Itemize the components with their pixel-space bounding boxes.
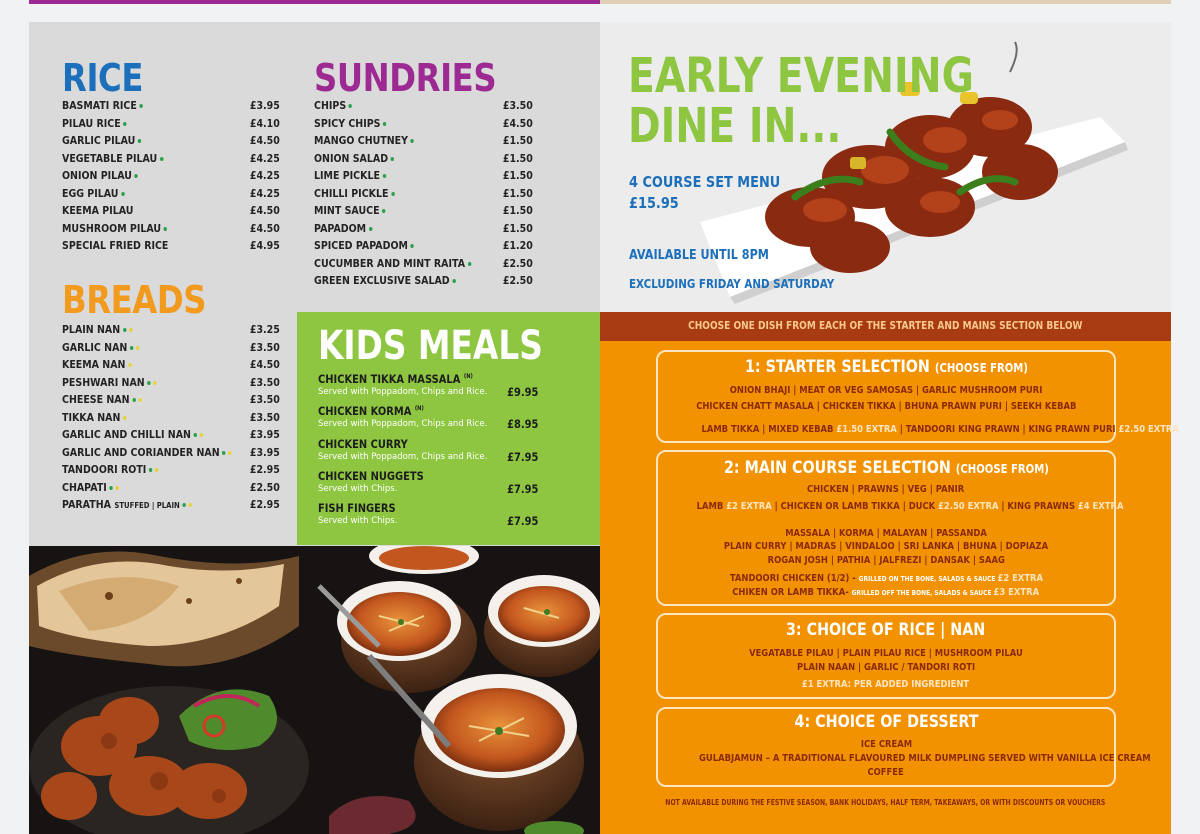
vegetarian-dot-icon — [121, 192, 124, 196]
yellow-dot-icon — [228, 451, 231, 455]
menu-item-price: £3.95 — [250, 445, 280, 459]
yellow-dot-icon — [123, 416, 126, 420]
vegetarian-dot-icon — [160, 157, 163, 161]
menu-item-name: GARLIC PILAU — [62, 134, 141, 147]
main-sauce-options-1: MASSALA | KORMA | MALAYAN | PASSANDA — [785, 528, 987, 539]
set-menu-label: 4 COURSE SET MENU £15.95 — [629, 173, 781, 212]
main-course-title: 2: MAIN COURSE SELECTION (CHOOSE FROM) — [723, 458, 1049, 478]
menu-item-price: £3.50 — [250, 375, 280, 389]
kids-meal-price: £8.95 — [506, 417, 538, 432]
menu-item-name: PILAU RICE — [62, 117, 127, 130]
vegetarian-dot-icon — [452, 279, 455, 283]
kids-meal-description: Served with Poppadom, Chips and Rice. — [318, 419, 488, 430]
menu-item — [62, 376, 280, 394]
menu-item-name: SPICED PAPADOM — [314, 239, 414, 252]
menu-item-price: £4.50 — [250, 204, 280, 217]
menu-item — [62, 152, 280, 170]
menu-item-price: £2.50 — [250, 480, 280, 494]
menu-item-price: £2.50 — [503, 274, 533, 287]
menu-item-price: £4.25 — [250, 186, 280, 200]
menu-item-name: CUCUMBER AND MINT RAITA — [314, 257, 471, 270]
nut-mark: (N) — [463, 373, 473, 381]
yellow-dot-icon — [200, 433, 203, 437]
main-tikka-option: CHIKEN OR LAMB TIKKA- GRILLED OFF THE BONE, SALADS & SAUCE £3 EXTRA — [732, 587, 1040, 598]
menu-item — [62, 204, 280, 222]
menu-item-price: £2.50 — [503, 256, 533, 270]
menu-item — [62, 341, 280, 359]
yellow-dot-icon — [128, 363, 131, 367]
vegetarian-dot-icon — [382, 209, 385, 213]
yellow-dot-icon — [129, 328, 132, 332]
kids-meals-heading: KIDS MEALS — [318, 323, 543, 369]
availability-text: AVAILABLE UNTIL 8PM — [629, 248, 769, 263]
menu-item — [314, 257, 533, 275]
sundries-list — [314, 99, 533, 292]
menu-item-price: £2.95 — [250, 498, 280, 511]
menu-item — [62, 99, 280, 117]
menu-item-price: £1.50 — [503, 134, 533, 147]
vegetarian-dot-icon — [369, 227, 372, 231]
starter-options-1: ONION BHAJI | MEAT OR VEG SAMOSAS | GARLIC MUSHROOM PURI — [729, 385, 1043, 396]
menu-item-name: MUSHROOM PILAU — [62, 222, 167, 235]
main-tandoori-option: TANDOORI CHICKEN (1/2) - GRILLED ON THE BONE, SALADS & SAUCE £2 EXTRA — [729, 573, 1043, 584]
kids-meal-name: CHICKEN NUGGETS — [318, 468, 424, 483]
rice-list — [62, 99, 280, 257]
rice-nan-title: 3: CHOICE OF RICE | NAN — [786, 620, 986, 640]
rice-nan-extra: £1 EXTRA: PER ADDED INGREDIENT — [802, 679, 970, 690]
menu-item — [62, 481, 280, 499]
dessert-option-1: ICE CREAM — [860, 739, 912, 750]
kids-meal-price: £7.95 — [506, 514, 538, 529]
menu-item-price: £1.50 — [503, 151, 533, 165]
yellow-dot-icon — [136, 346, 139, 350]
vegetarian-dot-icon — [391, 192, 394, 196]
menu-item-price: £1.50 — [503, 221, 533, 235]
menu-item-price: £4.50 — [250, 134, 280, 147]
kids-meal-name: CHICKEN CURRY — [318, 436, 408, 451]
menu-item — [314, 99, 533, 117]
menu-item — [314, 187, 533, 205]
exclusion-text: EXCLUDING FRIDAY AND SATURDAY — [629, 277, 835, 291]
main-protein-options: CHICKEN | PRAWNS | VEG | PANIR — [807, 484, 965, 495]
vegetarian-dot-icon — [383, 174, 386, 178]
food-photo-illustration — [29, 546, 600, 834]
rice-heading: RICE — [62, 56, 143, 100]
menu-item-price: £3.50 — [250, 340, 280, 354]
vegetarian-dot-icon — [147, 381, 150, 385]
menu-item-name: SPICY CHIPS — [314, 117, 387, 130]
kids-meal-item — [318, 404, 538, 436]
food-photo — [29, 546, 600, 834]
vegetarian-dot-icon — [391, 157, 394, 161]
menu-item-name: PLAIN NAN — [62, 323, 132, 336]
vegetarian-dot-icon — [194, 433, 197, 437]
menu-item — [62, 393, 280, 411]
kids-meal-price: £9.95 — [506, 385, 538, 399]
top-strip — [29, 0, 600, 4]
main-sauce-options-3: ROGAN JOSH | PATHIA | JALFREZI | DANSAK | SAAG — [767, 555, 1005, 566]
vegetarian-dot-icon — [138, 139, 141, 143]
menu-item-name: EGG PILAU — [62, 187, 125, 200]
dessert-option-2: GULABJAMUN – A TRADITIONAL FLAVOURED MILK DUMPLING SERVED WITH VANILLA ICE CREAM — [699, 753, 1151, 764]
menu-item — [314, 117, 533, 135]
starter-title: 1: STARTER SELECTION (CHOOSE FROM) — [744, 357, 1028, 377]
menu-item-name: LIME PICKLE — [314, 169, 386, 182]
yellow-dot-icon — [138, 398, 141, 402]
menu-item-price: £4.25 — [250, 151, 280, 165]
menu-item-name: PAPADOM — [314, 222, 372, 235]
menu-item-price: £4.50 — [503, 116, 533, 130]
menu-item-name: TANDOORI ROTI — [62, 463, 158, 476]
nut-mark: (N) — [414, 405, 424, 413]
menu-item-price: £1.50 — [503, 204, 533, 217]
menu-item — [62, 323, 280, 341]
menu-item-price: £4.25 — [250, 169, 280, 182]
vegetarian-dot-icon — [468, 262, 471, 266]
menu-item-price: £1.50 — [503, 186, 533, 200]
dessert-option-3: COFFEE — [867, 767, 905, 778]
starter-options-3: LAMB TIKKA | MIXED KEBAB £1.50 EXTRA | TANDOORI KING PRAWN | KING PRAWN PURI £2.50 EXTRA — [701, 424, 1179, 435]
menu-item-name: GARLIC NAN — [62, 341, 139, 354]
menu-item-price: £3.50 — [250, 393, 280, 406]
menu-item-name: PESHWARI NAN — [62, 376, 157, 389]
dessert-title: 4: CHOICE OF DESSERT — [794, 712, 978, 732]
kids-meal-name: CHICKEN KORMA $^{(N)}$ — [318, 404, 424, 419]
rice-nan-options-1: VEGATABLE PILAU | PLAIN PILAU RICE | MUSHROOM PILAU — [749, 648, 1023, 659]
vegetarian-dot-icon — [410, 244, 413, 248]
kids-meal-price: £7.95 — [506, 481, 538, 496]
main-extra-options: LAMB £2 EXTRA | CHICKEN OR LAMB TIKKA | DUCK £2.50 EXTRA | KING PRAWNS £4 EXTRA — [696, 501, 1124, 512]
kids-meal-description: Served with Chips. — [318, 516, 398, 527]
menu-item — [314, 239, 533, 257]
vegetarian-dot-icon — [139, 104, 142, 108]
menu-item-name: TIKKA NAN — [62, 411, 126, 424]
menu-item-name: ONION PILAU — [62, 169, 138, 182]
kids-meal-name: FISH FINGERS — [318, 501, 396, 516]
yellow-dot-icon — [115, 486, 118, 490]
kids-meals-list — [318, 372, 538, 533]
vegetarian-dot-icon — [123, 122, 126, 126]
kids-meal-description: Served with Poppadom, Chips and Rice. — [318, 387, 488, 397]
vegetarian-dot-icon — [164, 227, 167, 231]
early-evening-title: EARLY EVENING DINE IN... — [628, 48, 974, 154]
menu-item-name: BASMATI RICE — [62, 99, 143, 112]
menu-item-price: £3.95 — [250, 428, 280, 441]
menu-item — [62, 358, 280, 376]
kids-meal-name: CHICKEN TIKKA MASSALA $^{(N)}$ — [318, 372, 473, 386]
menu-item — [62, 428, 280, 446]
menu-item-price: £3.50 — [250, 410, 280, 424]
kids-meal-item — [318, 469, 538, 501]
menu-item — [314, 134, 533, 152]
kids-meal-description: Served with Chips. — [318, 483, 398, 494]
menu-item — [314, 152, 533, 170]
menu-item — [314, 222, 533, 240]
menu-item-name: CHAPATI — [62, 481, 119, 494]
menu-item-name: CHILLI PICKLE — [314, 187, 394, 200]
yellow-dot-icon — [153, 381, 156, 385]
kids-meal-item — [318, 437, 538, 469]
menu-item-name: PARATHA STUFFED | PLAIN — [62, 498, 192, 511]
menu-item — [62, 446, 280, 464]
menu-item-price: £2.95 — [250, 463, 280, 476]
breads-heading: BREADS — [62, 278, 207, 322]
rice-nan-options-2: PLAIN NAAN | GARLIC / TANDORI ROTI — [796, 662, 976, 673]
menu-item — [62, 222, 280, 240]
menu-item — [62, 239, 280, 257]
menu-item-name: GARLIC AND CHILLI NAN — [62, 428, 203, 441]
menu-item — [62, 117, 280, 135]
set-menu-footnote: NOT AVAILABLE DURING THE FESTIVE SEASON, BANK HOLIDAYS, HALF TERM, TAKEAWAYS, OR WITH DISCOUNTS OR VOUCHERS — [665, 798, 1106, 807]
vegetarian-dot-icon — [109, 486, 112, 490]
menu-item-name: VEGETABLE PILAU — [62, 152, 163, 165]
menu-item-price: £3.95 — [250, 99, 280, 112]
kids-meal-item — [318, 501, 538, 533]
menu-item-price: £4.50 — [250, 221, 280, 235]
menu-item — [314, 169, 533, 187]
menu-item — [62, 134, 280, 152]
menu-item-name: SPECIAL FRIED RICE — [62, 239, 169, 252]
menu-item-price: £1.20 — [503, 239, 533, 252]
menu-item-price: £4.50 — [250, 358, 280, 371]
vegetarian-dot-icon — [222, 451, 225, 455]
menu-item-name: ONION SALAD — [314, 152, 394, 165]
menu-item — [62, 411, 280, 429]
vegetarian-dot-icon — [130, 346, 133, 350]
vegetarian-dot-icon — [182, 503, 185, 507]
set-menu-price: £15.95 — [629, 194, 679, 212]
menu-item — [314, 274, 533, 292]
menu-item-price: £1.50 — [503, 169, 533, 182]
menu-item-name: CHEESE NAN — [62, 393, 142, 406]
menu-item — [62, 498, 280, 516]
starter-options-2: CHICKEN CHATT MASALA | CHICKEN TIKKA | BHUNA PRAWN PURI | SEEKH KEBAB — [695, 401, 1077, 412]
vegetarian-dot-icon — [132, 398, 135, 402]
choose-banner-text: CHOOSE ONE DISH FROM EACH OF THE STARTER AND MAINS SECTION BELOW — [688, 320, 1083, 332]
menu-item-name: GARLIC AND CORIANDER NAN — [62, 446, 232, 459]
kids-meal-description: Served with Poppadom, Chips and Rice. — [318, 451, 488, 462]
breads-list — [62, 323, 280, 516]
vegetarian-dot-icon — [349, 104, 352, 108]
menu-item-tag: STUFFED | PLAIN — [114, 501, 180, 510]
menu-item — [62, 187, 280, 205]
main-sauce-options-2: PLAIN CURRY | MADRAS | VINDALOO | SRI LANKA | BHUNA | DOPIAZA — [723, 541, 1049, 552]
top-strip-photo — [600, 0, 1171, 4]
vegetarian-dot-icon — [411, 139, 414, 143]
yellow-dot-icon — [188, 503, 191, 507]
vegetarian-dot-icon — [135, 174, 138, 178]
menu-item — [314, 204, 533, 222]
menu-item-price: £3.50 — [503, 99, 533, 112]
sundries-heading: SUNDRIES — [314, 56, 497, 100]
menu-item-name: CHIPS — [314, 99, 352, 112]
vegetarian-dot-icon — [123, 328, 126, 332]
vegetarian-dot-icon — [149, 468, 152, 472]
menu-item-name: KEEMA PILAU — [62, 204, 134, 217]
vegetarian-dot-icon — [383, 122, 386, 126]
menu-item — [62, 169, 280, 187]
menu-item-name: GREEN EXCLUSIVE SALAD — [314, 274, 456, 287]
kids-meal-price: £7.95 — [506, 449, 538, 464]
menu-item-price: £4.10 — [250, 116, 280, 130]
menu-item-name: KEEMA NAN — [62, 358, 131, 371]
yellow-dot-icon — [155, 468, 158, 472]
kids-meal-item — [318, 372, 538, 404]
menu-item-name: MANGO CHUTNEY — [314, 134, 414, 147]
menu-item-price: £4.95 — [250, 239, 280, 252]
menu-item — [62, 463, 280, 481]
menu-item-price: £3.25 — [250, 323, 280, 336]
menu-item-name: MINT SAUCE — [314, 204, 386, 217]
